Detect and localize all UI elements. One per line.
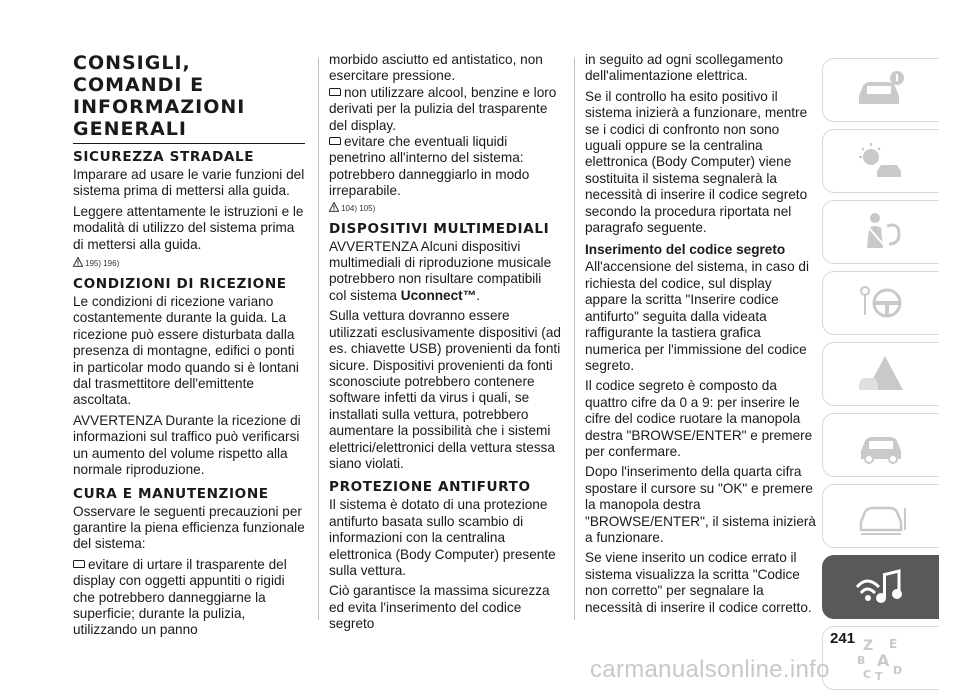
chapter-title-line-3: INFORMAZIONI bbox=[73, 96, 246, 118]
column-3 bbox=[585, 52, 817, 620]
paragraph: Se viene inserito un codice errato il sistema visualizza la scritta "Codice non corretto" per segnalare la necessità di inserire il codice corretto. bbox=[585, 550, 812, 615]
subsection-title-secret-code: Inserimento del codice segreto bbox=[585, 242, 786, 258]
tab-dashboard-lights[interactable] bbox=[822, 129, 939, 193]
paragraph: Il codice segreto è composto da quattro cifre da 0 a 9: per inserire le cifre del codice ruotare la manopola destra "BROWSE/ENTER" e premere per confermare. bbox=[585, 378, 813, 459]
paragraph: All'accensione del sistema, in caso di richiesta del codice, sul display appare la scritta "Inserire codice antifurto" seguita dalla videata raffigurante la tastiera grafica numerica per l'immissione del codice segreto. bbox=[585, 259, 809, 373]
note-text: 195) 196) bbox=[85, 259, 120, 269]
tab-technical-data[interactable] bbox=[822, 484, 939, 548]
note-text: 104) 105) bbox=[341, 203, 376, 213]
bullet-item bbox=[329, 85, 561, 134]
paragraph: Osservare le seguenti precauzioni per garantire la piena efficienza funzionale del sistema: bbox=[73, 503, 305, 552]
paragraph: in seguito ad ogni scollegamento dell'alimentazione elettrica. bbox=[585, 52, 783, 84]
warning-triangle-icon bbox=[73, 257, 83, 267]
warning-triangle-car-icon bbox=[853, 350, 909, 398]
index-letter: T bbox=[875, 670, 883, 682]
car-info-icon bbox=[853, 66, 909, 114]
index-letter: D bbox=[893, 664, 903, 677]
dashboard-lights-icon bbox=[853, 137, 909, 185]
car-bullet-icon bbox=[329, 137, 341, 145]
paragraph: AVVERTENZA Durante la ricezione di informazioni sul traffico può verificarsi un aumento del volume rispetto alla normale riproduzione. bbox=[73, 412, 301, 478]
section-title-multimedia: DISPOSITIVI MULTIMEDIALI bbox=[329, 220, 550, 237]
index-letter: Z bbox=[863, 638, 874, 654]
tab-multimedia[interactable] bbox=[822, 555, 939, 619]
bullet-text: evitare che eventuali liquidi penetrino all'interno del sistema: potrebbero danneggiarlo in modo irreparabile. bbox=[329, 134, 530, 199]
steering-wheel-key-icon bbox=[853, 279, 909, 327]
title-rule bbox=[73, 143, 305, 144]
warning-note-refs bbox=[329, 202, 561, 214]
index-letter: A bbox=[877, 651, 890, 670]
car-bullet-icon bbox=[73, 560, 85, 568]
multimedia-icon bbox=[853, 563, 909, 611]
column-divider bbox=[318, 58, 319, 620]
tab-seatbelt-airbag[interactable] bbox=[822, 200, 939, 264]
column-1 bbox=[73, 52, 305, 639]
bullet-text: evitare di urtare il trasparente del display con oggetti appuntiti o rigidi che potrebbero danneggiarne la superficie; durante la pulizia, utilizzando un panno bbox=[73, 556, 287, 638]
tab-car-info[interactable] bbox=[822, 58, 939, 122]
uconnect-brand: Uconnect™ bbox=[400, 287, 477, 303]
paragraph-text: AVVERTENZA Alcuni dispositivi multimediali di riproduzione musicale potrebbero non risultare compatibili col sistema bbox=[329, 238, 552, 303]
tab-maintenance[interactable] bbox=[822, 413, 939, 477]
paragraph: Dopo l'inserimento della quarta cifra spostare il cursore su "OK" e premere la manopola destra "BROWSE/ENTER", il sistema inizierà a funzionare. bbox=[585, 464, 816, 545]
bullet-item bbox=[73, 557, 305, 639]
warning-note-refs bbox=[73, 257, 305, 269]
alphabetical-index-icon bbox=[853, 634, 909, 682]
chapter-title-line-2: COMANDI E bbox=[73, 74, 205, 96]
page-number: 241 bbox=[830, 630, 856, 647]
section-title-care: CURA E MANUTENZIONE bbox=[73, 485, 269, 502]
index-letter: C bbox=[863, 668, 872, 681]
maintenance-car-icon bbox=[853, 421, 909, 469]
seatbelt-airbag-icon bbox=[853, 208, 909, 256]
paragraph: Il sistema è dotato di una protezione antifurto basata sullo scambio di informazioni con la centralina elettronica (Body Computer) presente sulla vettura. bbox=[329, 497, 556, 578]
car-bullet-icon bbox=[329, 88, 341, 96]
paragraph: Sulla vettura dovranno essere utilizzati esclusivamente dispositivi (ad es. chiavette USB) provenienti da fonti sicure. Dispositivi provenienti da fonti sconosciute potrebbero contenere software infetti da virus i quali, se installati sulla vettura, potrebbero aumentare la possibilità che i sistemi elettrici/elettronici della vettura stessa siano violati. bbox=[329, 308, 561, 471]
chapter-title-line-4: GENERALI bbox=[73, 118, 187, 140]
chapter-title bbox=[73, 52, 305, 140]
bullet-item bbox=[329, 134, 561, 200]
paragraph: Leggere attentamente le istruzioni e le modalità di utilizzo del sistema prima di mettersi alla guida. bbox=[73, 203, 304, 252]
section-title-reception: CONDIZIONI DI RICEZIONE bbox=[73, 276, 287, 293]
index-letter: E bbox=[889, 637, 898, 651]
warning-triangle-icon bbox=[329, 202, 339, 212]
paragraph-end: . bbox=[476, 287, 481, 303]
paragraph: morbido asciutto ed antistatico, non esercitare pressione. bbox=[329, 52, 543, 84]
index-letter: B bbox=[857, 654, 866, 667]
tab-starting-driving[interactable] bbox=[822, 271, 939, 335]
chapter-tabs bbox=[822, 58, 950, 697]
paragraph: Se il controllo ha esito positivo il sistema inizierà a funzionare, mentre se i codici di confronto non sono uguali oppure se la centralina elettronica (Body Computer) viene sostituita il sistema segnalerà la necessità di inserire il codice segreto secondo la procedura riportata nel paragrafo seguente. bbox=[585, 88, 808, 236]
bullet-text: non utilizzare alcool, benzine e loro derivati per la pulizia del trasparente del display. bbox=[329, 84, 557, 133]
column-2 bbox=[329, 52, 561, 637]
paragraph: Imparare ad usare le varie funzioni del sistema prima di mettersi alla guida. bbox=[73, 167, 305, 199]
paragraph bbox=[329, 239, 561, 305]
paragraph: Le condizioni di ricezione variano costantemente durante la guida. La ricezione può essere disturbata dalla presenza di montagne, edifici o ponti in particolar modo quando si è lontani dal trasmettitore dell'emittente ascoltata. bbox=[73, 294, 299, 408]
tab-emergency[interactable] bbox=[822, 342, 939, 406]
section-title-antitheft: PROTEZIONE ANTIFURTO bbox=[329, 479, 531, 496]
column-divider bbox=[574, 58, 575, 620]
car-specs-icon bbox=[853, 492, 909, 540]
chapter-title-line-1: CONSIGLI, bbox=[73, 52, 191, 74]
section-title-road-safety: SICUREZZA STRADALE bbox=[73, 149, 255, 165]
paragraph: Ciò garantisce la massima sicurezza ed evita l'inserimento del codice segreto bbox=[329, 583, 550, 632]
watermark: carmanualsonline.info bbox=[590, 656, 830, 683]
